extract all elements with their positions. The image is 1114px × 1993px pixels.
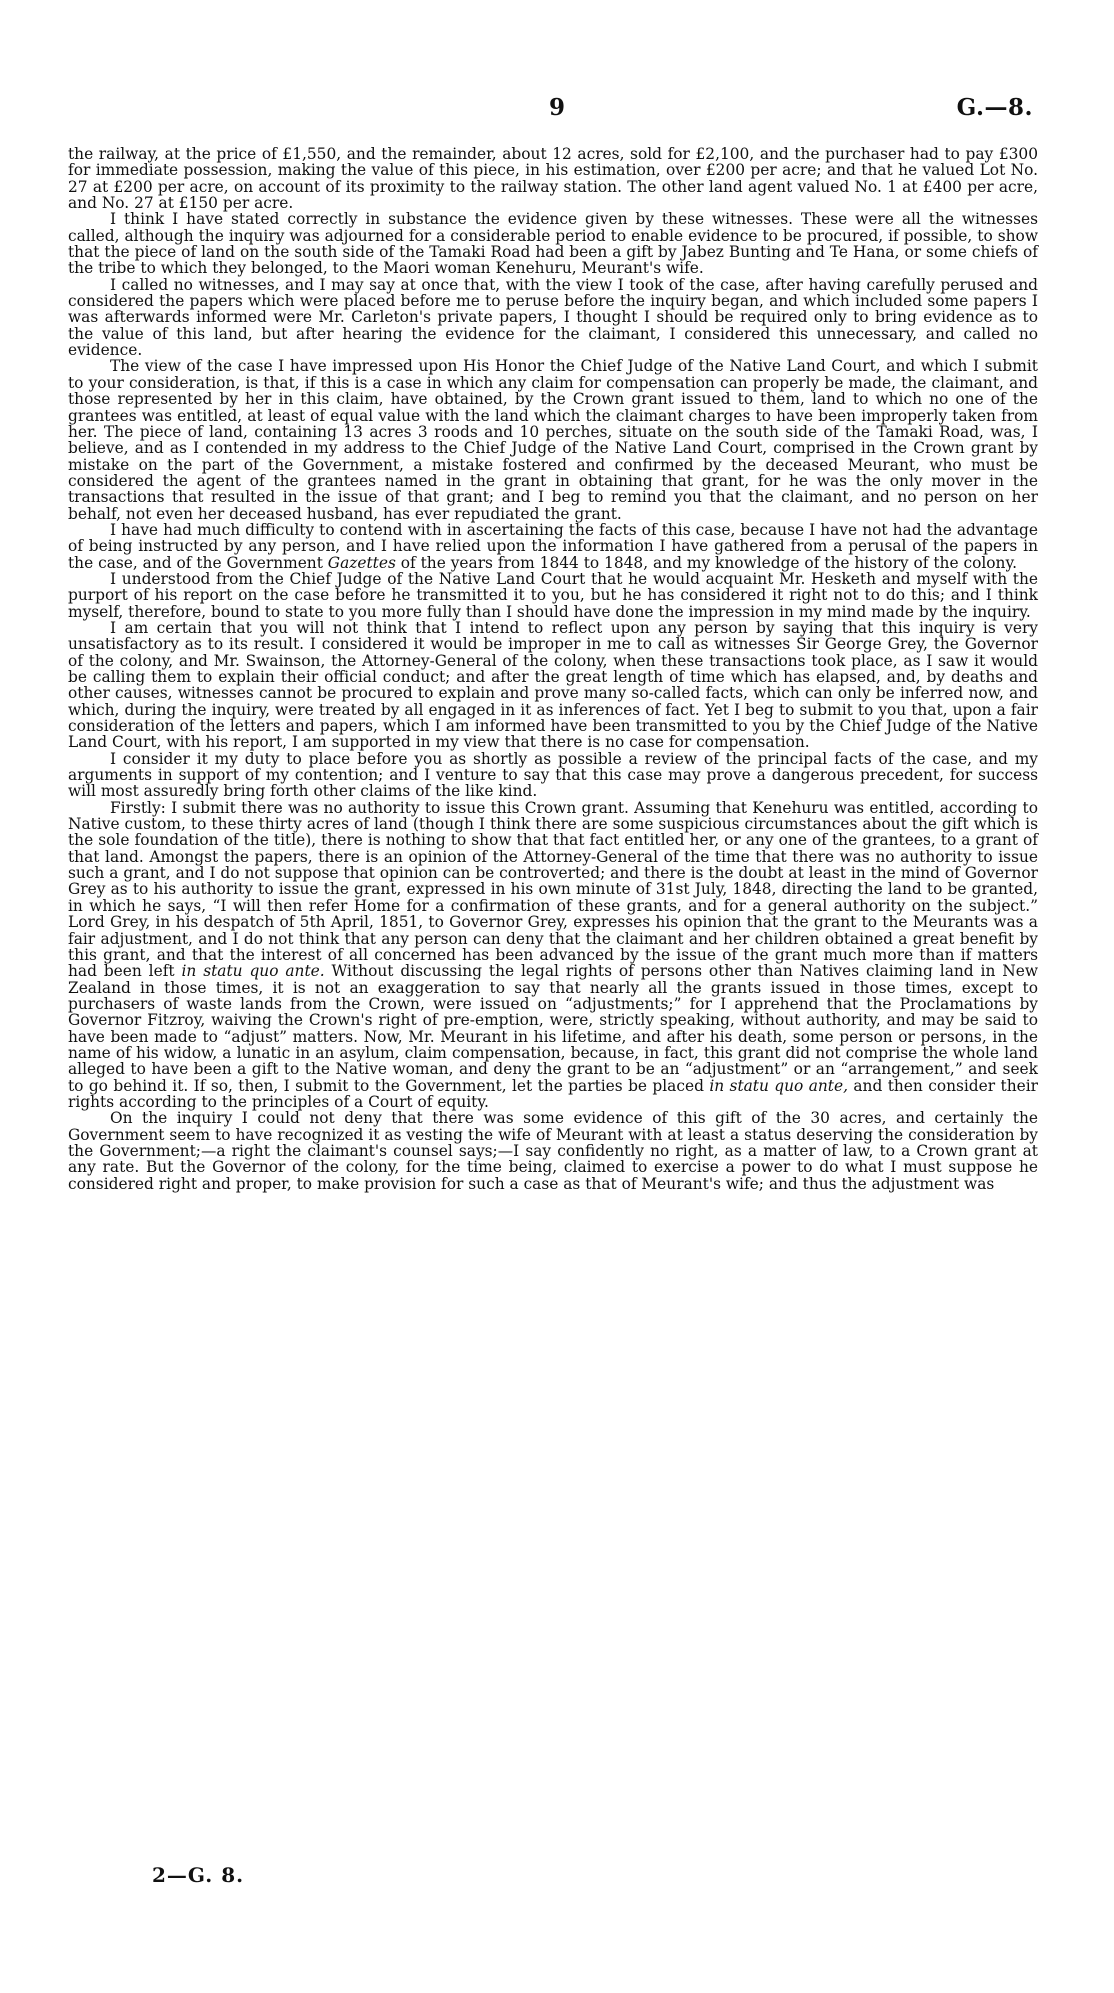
- paragraph-text: Without discussing the legal rights of persons other than Natives claiming land in New Zealand in those times, it is not an exaggeration to say that nearly all the grants issued in those times, except to purchasers of waste lands from the Crown, were issued on “adjustments;” for I apprehend that the Proclamations by Governor Fitzroy, waiving the Crown's right of pre-emption, were, strictly speaking, without authority, and may be said to have been made to “adjust” matters. Now, Mr. Meurant in his lifetime, and after his death, some person or persons, in the name of his widow, a lunatic in an asylum, claim compensation, because, in fact, this grant did not comprise the whole land alleged to have been a gift to the Native woman, and deny the grant to be an “adjustment” or an “arrangement,” and seek to go behind it. If so, then, I submit to the Government, let the parties be placed: [68, 962, 1038, 1095]
- paragraph: [68, 211, 1038, 276]
- paragraph-text: The view of the case I have impressed upon His Honor the Chief Judge of the Native Land Court, and which I submit to your consideration, is that, if this is a case in which any claim for compensation can properly be made, the claimant, and those represented by her in this claim, have obtained, by the Crown grant issued to them, land to which no one of the grantees was entitled, at least of equal value with the land which the claimant charges to have been improperly taken from her. The piece of land, containing 13 acres 3 roods and 10 perches, situate on the south side of the Tamaki Road, was, I believe, and as I contended in my address to the Chief Judge of the Native Land Court, comprised in the Crown grant by mistake on the part of the Government, a mistake fostered and confirmed by the deceased Meurant, who must be considered the agent of the grantees named in the grant in obtaining that grant, for he was the only mover in the transactions that resulted in the issue of that grant; and I beg to remind you that the claimant, and no person on her behalf, not even her deceased husband, has ever repudiated the grant.: [68, 357, 1038, 523]
- paragraph-text: of the years from 1844 to 1848, and my knowledge of the history of the colony.: [395, 553, 1017, 572]
- paragraph: [68, 1110, 1038, 1192]
- signature-mark: 2—G. 8.: [152, 1863, 245, 1887]
- paragraph-text: I called no witnesses, and I may say at once that, with the view I took of the case, after having carefully perused and considered the papers which were placed before me to peruse before the inquiry began, and which included some papers I was afterwards informed were Mr. Carleton's private papers, I thought I should be required only to bring evidence as to the value of this land, but after hearing the evidence for the claimant, I considered this unnecessary, and called no evidence.: [68, 275, 1038, 360]
- paragraph: [68, 751, 1038, 800]
- paragraph: [68, 571, 1038, 620]
- paragraph: [68, 522, 1038, 571]
- paragraph-text: and then consider their rights according to the principles of a Court of equity.: [68, 1076, 1038, 1111]
- paragraph: [68, 277, 1038, 359]
- paragraph-text: the railway, at the price of £1,550, and the remainder, about 12 acres, sold for £2,100, and the purchaser had to pay £300 for immediate possession, making the value of this piece, in his estimation, over £200 per acre; and that he valued Lot No. 27 at £200 per acre, on account of its proximity to the railway station. The other land agent valued No. 1 at £400 per acre, and No. 27 at £150 per acre.: [68, 145, 1038, 213]
- paragraph-text: I am certain that you will not think that I intend to reflect upon any person by saying that this inquiry is very unsatisfactory as to its result. I considered it would be improper in me to call as witnesses Sir George Grey, the Governor of the colony, and Mr. Swainson, the Attorney-General of the colony, when these transactions took place, as I saw it would be calling them to explain their official conduct; and after the great length of time which has elapsed, and, by deaths and other causes, witnesses cannot be procured to explain and prove many so-called facts, which can only be inferred now, and which, during the inquiry, were treated by all engaged in it as inferences of fact. Yet I beg to submit to you that, upon a fair consideration of the letters and papers, which I am informed have been transmitted to you by the Chief Judge of the Native Land Court, with his report, I am supported in my view that there is no case for compensation.: [68, 618, 1038, 752]
- document-reference: G.—8.: [956, 94, 1033, 121]
- paragraph: [68, 800, 1038, 1111]
- paragraph-text: Firstly: I submit there was no authority to issue this Crown grant. Assuming that Kenehuru was entitled, according to Native custom, to these thirty acres of land (though I think there are some suspicious circumstances about the gift which is the sole foundation of the title), there is nothing to show that that fact entitled her, or any one of the grantees, to a grant of that land. Amongst the papers, there is an opinion of the Attorney-General of the time that there was no authority to issue such a grant, and I do not suppose that opinion can be controverted; and there is the doubt at least in the mind of Governor Grey as to his authority to issue the grant, expressed in his own minute of 31st July, 1848, directing the land to be granted, in which he says, “I will then refer Home for a confirmation of these grants, and for a general authority on the subject.” Lord Grey, in his despatch of 5th April, 1851, to Governor Grey, expresses his opinion that the grant to the Meurants was a fair adjustment, and I do not think that any person can deny that the claimant and her children obtained a great benefit by this grant, and that the interest of all concerned has been advanced by the issue of the grant much more than if matters had been left: [68, 798, 1038, 981]
- italic-text: in statu quo ante,: [709, 1076, 848, 1095]
- paragraph: [68, 358, 1038, 521]
- paragraph-text: I have had much difficulty to contend with in ascertaining the facts of this case, because I have not had the advantage of being instructed by any person, and I have relied upon the information I have gathered from a perusal of the papers in the case, and of the Government: [68, 520, 1038, 572]
- body-text: [68, 146, 1038, 1192]
- paragraph-text: On the inquiry I could not deny that there was some evidence of this gift of the 30 acres, and certainly the Government seem to have recognized it as vesting the wife of Meurant with at least a status deserving the consideration by the Government;—a right the claimant's counsel says;—I say confidently no right, as a matter of law, to a Crown grant at any rate. But the Governor of the colony, for the time being, claimed to exercise a power to do what I must suppose he considered right and proper, to make provision for such a case as that of Meurant's wife; and thus the adjustment was: [68, 1109, 1038, 1193]
- italic-text: Gazettes: [327, 553, 396, 572]
- paragraph-text: I think I have stated correctly in substance the evidence given by these witnesses. These were all the witnesses called, although the inquiry was adjourned for a considerable period to enable evidence to be procured, if possible, to show that the piece of land on the south side of the Tamaki Road had been a gift by Jabez Bunting and Te Hana, or some chiefs of the tribe to which they belonged, to the Maori woman Kenehuru, Meurant's wife.: [68, 210, 1038, 278]
- paragraph-text: I understood from the Chief Judge of the Native Land Court that he would acquaint Mr. Hesketh and myself with the purport of his report on the case before he transmitted it to you, but he has considered it right not to do this; and I think myself, therefore, bound to state to you more fully than I should have done the impression in my mind made by the inquiry.: [68, 569, 1038, 621]
- paragraph-text: I consider it my duty to place before you as shortly as possible a review of the principal facts of the case, and my arguments in support of my contention; and I venture to say that this case may prove a dangerous precedent, for success will most assuredly bring forth other claims of the like kind.: [68, 749, 1038, 801]
- paragraph: [68, 620, 1038, 751]
- paragraph: [68, 146, 1038, 211]
- page-number: 9: [548, 94, 565, 121]
- italic-text: in statu quo ante.: [181, 962, 325, 981]
